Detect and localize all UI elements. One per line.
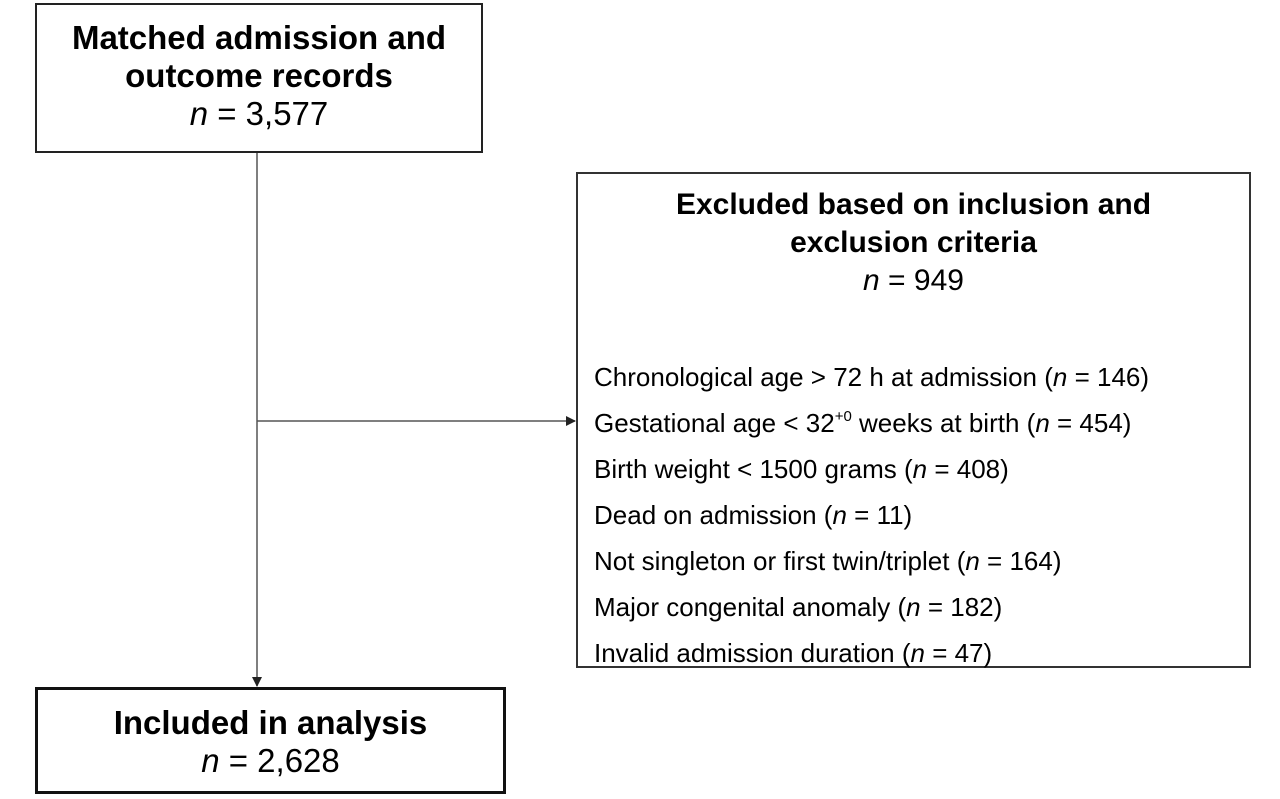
- matched-n-label: n: [189, 95, 209, 132]
- excluded-n-value: = 949: [879, 264, 964, 297]
- exclusion-reasons-list: [594, 354, 1149, 676]
- exclusion-reason: [594, 354, 1149, 400]
- reason-text: Birth weight < 1500 grams (: [594, 454, 913, 484]
- reason-n-label: n: [910, 638, 925, 668]
- reason-n-label: n: [1035, 408, 1050, 438]
- reason-superscript: +0: [834, 408, 852, 425]
- included-n-value: = 2,628: [219, 742, 340, 779]
- reason-text: Dead on admission (: [594, 500, 833, 530]
- excluded-box: [576, 172, 1251, 668]
- excluded-n-label: n: [863, 264, 880, 297]
- reason-text: Not singleton or first twin/triplet (: [594, 546, 966, 576]
- reason-text: Major congenital anomaly (: [594, 592, 907, 622]
- excluded-title-line1: Excluded based on inclusion and: [675, 188, 1152, 221]
- reason-text: Invalid admission duration (: [594, 638, 911, 668]
- exclusion-reason: [594, 584, 1149, 630]
- reason-n-label: n: [912, 454, 928, 484]
- included-n-label: n: [201, 742, 220, 779]
- exclusion-reason: [594, 538, 1149, 584]
- reason-text: Chronological age > 72 h at admission (: [594, 362, 1053, 392]
- reason-n-value: = 11): [846, 500, 913, 530]
- reason-text: Gestational age < 32: [594, 408, 835, 438]
- exclusion-reason: [594, 630, 1149, 676]
- excluded-title-line2: exclusion criteria: [790, 226, 1037, 259]
- matched-records-box: [35, 3, 483, 153]
- exclusion-reason: [594, 400, 1149, 446]
- included-title: Included in analysis: [113, 704, 428, 741]
- excluded-count: [578, 262, 1249, 300]
- matched-n-value: = 3,577: [208, 95, 329, 132]
- exclusion-reason: [594, 446, 1149, 492]
- reason-n-value: = 164): [979, 546, 1062, 576]
- reason-n-label: n: [965, 546, 980, 576]
- included-box: [35, 687, 506, 794]
- reason-n-label: n: [1052, 362, 1068, 392]
- matched-records-count: [37, 95, 481, 133]
- reason-n-value: = 408): [927, 454, 1009, 484]
- matched-records-title-line1: Matched admission and: [71, 19, 447, 56]
- matched-records-title-line2: outcome records: [125, 57, 393, 94]
- reason-n-value: = 146): [1067, 362, 1150, 392]
- reason-n-label: n: [906, 592, 921, 622]
- reason-n-label: n: [832, 500, 847, 530]
- reason-text-continued: weeks at birth (: [851, 408, 1036, 438]
- included-count: [38, 742, 503, 780]
- exclusion-reason: [594, 492, 1149, 538]
- reason-n-value: = 454): [1049, 408, 1132, 438]
- reason-n-value: = 182): [920, 592, 1003, 622]
- excluded-header: [578, 186, 1249, 300]
- reason-n-value: = 47): [924, 638, 993, 668]
